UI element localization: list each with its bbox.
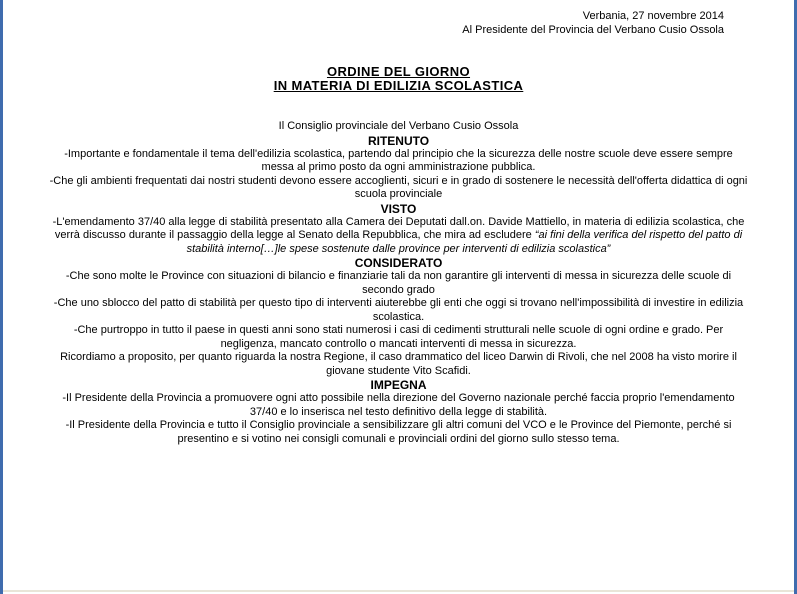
impegna-paragraph-1: -Il Presidente della Provincia a promuovere ogni atto possibile nella direzione del Governo nazionale perché faccia proprio l'emendamento 37/40 e lo inserisca nel testo definitivo della legge di stabilità. — [62, 392, 735, 418]
date-line: Verbania, 27 novembre 2014 — [582, 10, 724, 22]
recipient-line: Al Presidente del Provincia del Verbano Cusio Ossola — [462, 24, 724, 36]
considerato-paragraph-4: Ricordiamo a proposito, per quanto riguarda la nostra Regione, il caso drammatico del liceo Darwin di Rivoli, che nel 2008 ha visto morire il giovane studente Vito Scafidi. — [60, 351, 737, 377]
considerato-paragraph-3: -Che purtroppo in tutto il paese in questi anni sono stati numerosi i casi di cedimenti strutturali nelle scuole di ogni ordine e grado. Per negligenza, mancato controllo o mancati interventi di messa in sicurezza. — [73, 324, 724, 350]
considerato-paragraph-2: -Che uno sblocco del patto di stabilità per questo tipo di interventi aiuterebbe gli enti che oggi si trovano nell'impossibilità di investire in edilizia scolastica. — [53, 297, 744, 323]
ritenuto-paragraph-2: -Che gli ambienti frequentati dai nostri studenti devono essere accoglienti, sicuri e in grado di sostenere le necessità dell'offerta didattica di ogni scuola provinciale — [49, 174, 748, 200]
ritenuto-paragraph-1: -Importante e fondamentale il tema dell'edilizia scolastica, partendo dal principio che la sicurezza delle nostre scuole deve essere sempre messa al primo posto da ogni amministrazione pubblica. — [64, 147, 733, 173]
section-heading-considerato: CONSIDERATO — [354, 256, 443, 270]
bottom-rule — [0, 590, 797, 592]
visto-quoted-text: “ai fini della verifica del rispetto del patto di stabilità interno[…]le spese sostenute dalle province per interventi di edilizia scolastica” — [186, 229, 743, 255]
visto-paragraph-lead: -L'emendamento 37/40 alla legge di stabilità presentato alla Camera dei Deputati dall.on. Davide Mattiello, in materia di edilizia scolastica, che verrà discusso durante il passaggio della legge al Senato della Repubblica, che mira ad escludere — [52, 215, 745, 241]
considerato-paragraph-1: -Che sono molte le Province con situazioni di bilancio e finanziarie tali da non garantire gli interventi di messa in sicurezza delle scuole di secondo grado — [65, 270, 732, 296]
impegna-paragraph-2: -Il Presidente della Provincia e tutto il Consiglio provinciale a sensibilizzare gli altri comuni del VCO e le Province del Piemonte, perché si presentino e si votino nei consigli comunali e provinciali ordini del giorno sullo stesso tema. — [65, 419, 732, 445]
visto-paragraph — [48, 216, 749, 257]
intro-line: Il Consiglio provinciale del Verbano Cusio Ossola — [278, 120, 519, 132]
letter-header — [3, 0, 724, 37]
title-line-2: IN MATERIA DI EDILIZIA SCOLASTICA — [273, 78, 524, 93]
title-line-1: ORDINE DEL GIORNO — [326, 64, 471, 79]
section-heading-visto: VISTO — [380, 201, 417, 216]
document-title — [3, 65, 794, 93]
section-heading-impegna: IMPEGNA — [370, 378, 427, 392]
section-heading-ritenuto: RITENUTO — [367, 133, 430, 148]
